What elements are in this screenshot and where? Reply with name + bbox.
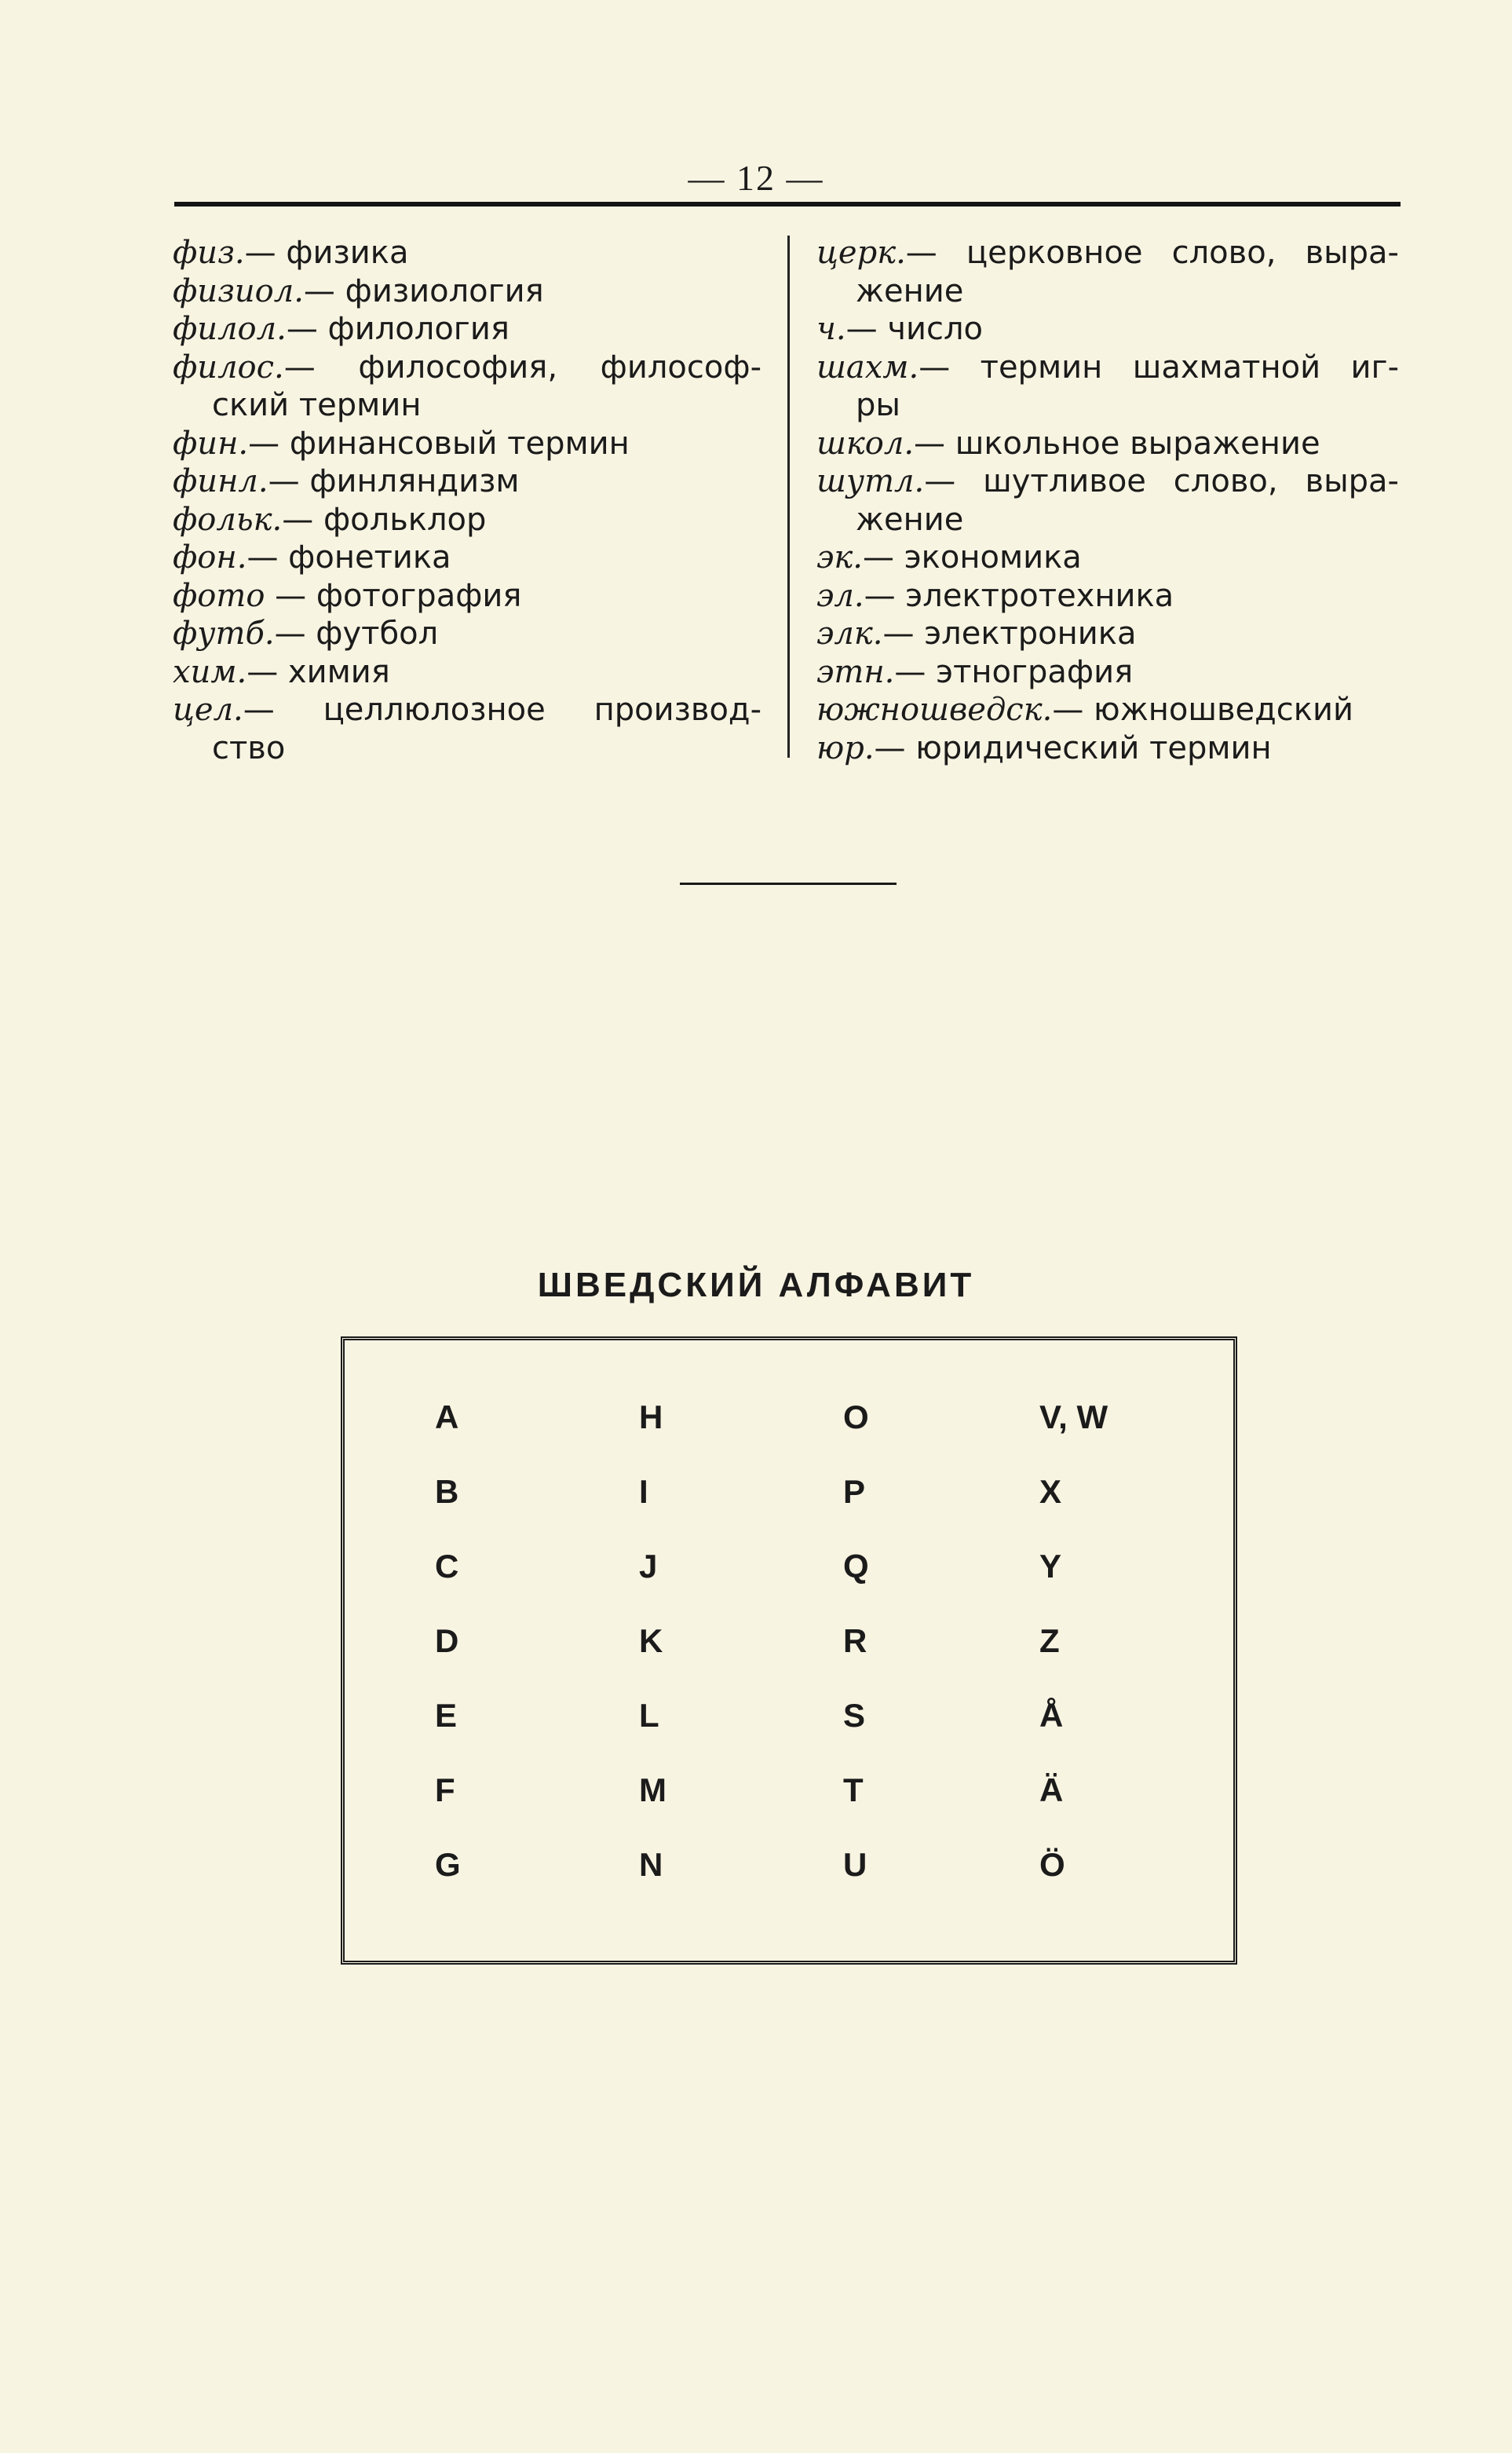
- alphabet-letter: R: [843, 1622, 867, 1659]
- alphabet-letter: A: [435, 1398, 459, 1435]
- alphabet-title: ШВЕДСКИЙ АЛФАВИТ: [537, 1266, 975, 1304]
- abbreviation: шахм.: [816, 349, 919, 386]
- definition: — этнография: [894, 653, 1134, 690]
- alphabet-letter: K: [639, 1622, 663, 1659]
- definition: — экономика: [863, 539, 1082, 576]
- alphabet-letter: D: [435, 1622, 459, 1659]
- header-rule: [174, 202, 1401, 207]
- abbreviation-entry: [173, 501, 761, 539]
- abbreviation-entry: [173, 691, 761, 729]
- abbreviation-entry: [173, 310, 761, 349]
- definition-continuation: ство: [212, 729, 286, 766]
- definition: — церковное слово, выра-: [905, 235, 1399, 271]
- page-number: — 12 —: [688, 158, 824, 198]
- alphabet-letter: Q: [843, 1548, 869, 1585]
- definition: — термин шахматной иг-: [919, 349, 1399, 386]
- abbreviation: ч.: [816, 311, 846, 347]
- definition: — филология: [286, 311, 509, 347]
- abbreviation-entry: [173, 425, 761, 463]
- definition: — электротехника: [864, 577, 1174, 614]
- abbreviations-left-column: [173, 234, 761, 767]
- alphabet-letter: N: [639, 1846, 663, 1883]
- abbreviation-entry: [816, 729, 1399, 768]
- alphabet-letter: S: [843, 1697, 866, 1734]
- alphabet-letter: E: [435, 1697, 458, 1734]
- abbreviations-right-column: [816, 234, 1399, 767]
- abbreviation: шутл.: [816, 463, 925, 499]
- alphabet-letter: H: [639, 1398, 663, 1435]
- abbreviation: фольк.: [173, 501, 283, 538]
- abbreviation: эк.: [816, 539, 864, 576]
- definition: — школьное выражение: [914, 425, 1320, 462]
- abbreviation-entry: [173, 615, 761, 653]
- abbreviation: этн.: [816, 653, 895, 690]
- abbreviation-entry: [173, 577, 761, 616]
- definition: — философия, философ-: [283, 349, 761, 386]
- alphabet-letter: P: [843, 1473, 866, 1510]
- alphabet-letter: Ä: [1039, 1771, 1064, 1808]
- alphabet-letter: O: [843, 1398, 869, 1435]
- abbreviation: финл.: [173, 463, 268, 499]
- abbreviation-entry: [173, 349, 761, 387]
- abbreviation: фото: [173, 577, 265, 614]
- abbreviation-entry: [816, 539, 1399, 577]
- definition: — фонетика: [247, 539, 451, 576]
- alphabet-letter: M: [639, 1771, 667, 1808]
- alphabet-letter: T: [843, 1771, 864, 1808]
- definition-continuation: ры: [856, 387, 900, 423]
- abbreviation: южношведск.: [816, 692, 1053, 728]
- definition: — число: [845, 311, 983, 347]
- definition: — финансовый термин: [248, 425, 630, 462]
- abbreviation: школ.: [816, 425, 915, 462]
- abbreviation-entry: [173, 539, 761, 577]
- alphabet-letter: G: [435, 1846, 461, 1883]
- abbreviation-entry: [816, 691, 1399, 729]
- abbreviation: футб.: [173, 616, 275, 652]
- definition-continuation: ский термин: [212, 387, 422, 423]
- definition-continuation: жение: [856, 501, 964, 538]
- alphabet-letter: C: [435, 1548, 459, 1585]
- alphabet-letter: L: [639, 1697, 659, 1734]
- alphabet-letter: F: [435, 1771, 455, 1808]
- abbreviation: фон.: [173, 539, 247, 576]
- definition: — южношведский: [1052, 692, 1353, 728]
- definition: — электроника: [882, 616, 1137, 652]
- definition: — фотография: [265, 577, 522, 614]
- abbreviation-entry: [816, 653, 1399, 692]
- definition-continuation: жение: [856, 272, 964, 309]
- abbreviation: филол.: [173, 311, 287, 347]
- alphabet-letter: B: [435, 1473, 459, 1510]
- abbreviation: эл.: [816, 577, 864, 614]
- definition: — футбол: [274, 616, 439, 652]
- abbreviation-entry: [173, 272, 761, 311]
- abbreviation-entry: [816, 577, 1399, 616]
- alphabet-letter: Ö: [1039, 1846, 1065, 1883]
- abbreviation: физиол.: [173, 272, 304, 309]
- abbreviation: элк.: [816, 616, 883, 652]
- abbreviation-entry: [173, 462, 761, 501]
- abbreviation-entry: [816, 462, 1399, 501]
- abbreviation: юр.: [816, 729, 875, 766]
- abbreviation: физ.: [173, 235, 245, 271]
- alphabet-letter: U: [843, 1846, 867, 1883]
- abbreviation-entry: [816, 310, 1399, 349]
- alphabet-letter: V, W: [1039, 1398, 1108, 1435]
- abbreviation-entry: [173, 653, 761, 692]
- abbreviation: хим.: [173, 653, 247, 690]
- abbreviation-entry: [816, 425, 1399, 463]
- abbreviation: филос.: [173, 349, 284, 386]
- section-divider: [680, 883, 897, 885]
- definition: — фольклор: [282, 501, 487, 538]
- abbreviation: фин.: [173, 425, 249, 462]
- alphabet-letter: J: [639, 1548, 658, 1585]
- alphabet-letter: Z: [1039, 1622, 1060, 1659]
- definition: — физика: [244, 235, 409, 271]
- abbreviation-entry: [816, 615, 1399, 653]
- definition: — целлюлозное производ-: [243, 692, 761, 728]
- definition: — шутливое слово, выра-: [924, 463, 1399, 499]
- alphabet-letter: X: [1039, 1473, 1062, 1510]
- column-divider: [787, 236, 790, 758]
- alphabet-letter: Å: [1039, 1697, 1064, 1734]
- abbreviation-entry: [816, 349, 1399, 387]
- abbreviation-entry: [816, 234, 1399, 272]
- abbreviation-entry: [173, 234, 761, 272]
- definition: — финляндизм: [268, 463, 520, 499]
- definition: — физиология: [303, 272, 544, 309]
- alphabet-letter: Y: [1039, 1548, 1062, 1585]
- abbreviation: церк.: [816, 235, 906, 271]
- abbreviation: цел.: [173, 692, 243, 728]
- alphabet-letter: I: [639, 1473, 648, 1510]
- definition: — юридический термин: [874, 729, 1272, 766]
- definition: — химия: [247, 653, 390, 690]
